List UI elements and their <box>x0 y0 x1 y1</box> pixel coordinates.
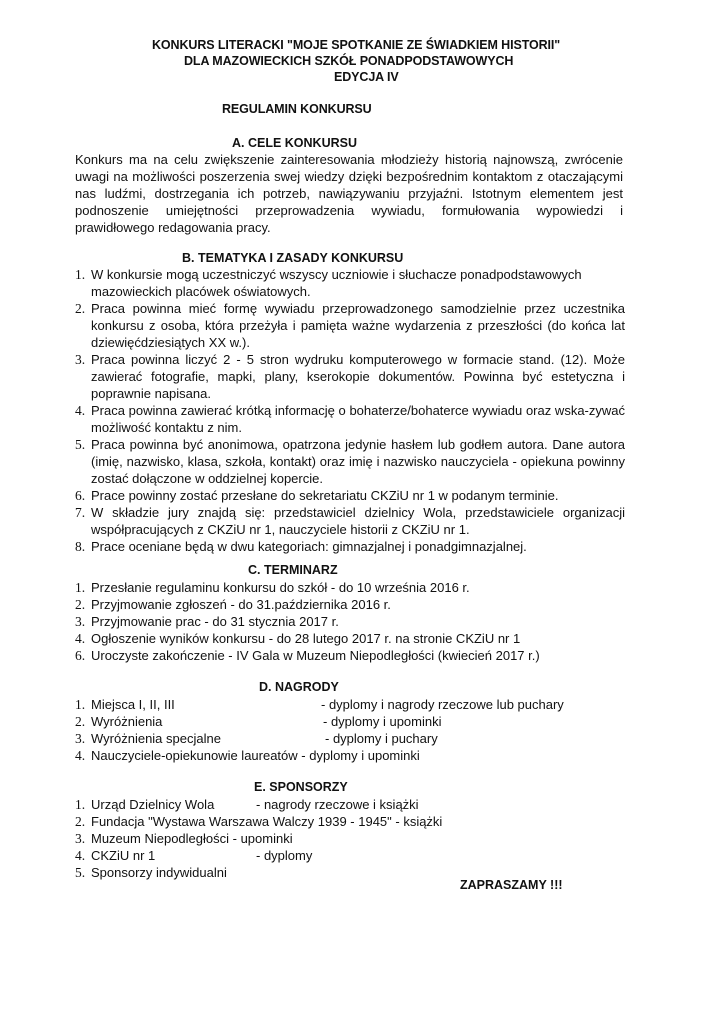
item-text: Przesłanie regulaminu konkursu do szkół - do 10 września 2016 r. <box>91 580 470 595</box>
item-text: Praca powinna być anonimowa, opatrzona jedynie hasłem lub godłem autora. Dane autora (imię, nazwisko, klasa, szkoła, kontakt) oraz imię i nazwisko nauczyciela - opiekuna powinny zostać dołączone w oddzielnej kopercie. <box>91 437 625 486</box>
item-number: 1. <box>75 797 86 812</box>
sponsor-name: Muzeum Niepodległości - upominki <box>91 831 293 846</box>
item-number: 4. <box>75 631 86 646</box>
list-item <box>75 696 625 713</box>
list-item <box>75 747 625 764</box>
item-number: 4. <box>75 848 86 863</box>
section-d-heading: D. NAGRODY <box>259 680 339 694</box>
item-number: 2. <box>75 814 86 829</box>
item-text: W konkursie mogą uczestniczyć wszyscy uczniowie i słuchacze ponadpodstawowych mazowieckich placówek oświatowych. <box>91 267 582 299</box>
prize-award: - dyplomy i upominki <box>323 714 442 729</box>
list-item <box>75 613 625 630</box>
item-text: Przyjmowanie prac - do 31 stycznia 2017 r. <box>91 614 339 629</box>
sponsor-name: Sponsorzy indywidualni <box>91 865 227 880</box>
list-item <box>75 504 625 538</box>
section-e-list <box>75 796 625 881</box>
section-b-heading: B. TEMATYKA I ZASADY KONKURSU <box>182 251 404 265</box>
regulations-heading: REGULAMIN KONKURSU <box>222 102 372 116</box>
sponsor-name: Urząd Dzielnicy Wola <box>91 797 215 812</box>
item-text: Praca powinna mieć formę wywiadu przeprowadzonego samodzielnie przez uczestnika konkursu z osoba, która przeżyła i pamięta ważne wydarzenia z przeszłości (do końca lat dziewięćdziesiątych XX w.). <box>91 301 625 350</box>
list-item <box>75 351 625 402</box>
item-text: Praca powinna liczyć 2 - 5 stron wydruku komputerowego w formacie stand. (12). Może zawierać fotografie, mapki, plany, kserokopie dokumentów. Powinna być estetyczna i poprawnie napisana. <box>91 352 625 401</box>
item-text: Ogłoszenie wyników konkursu - do 28 lutego 2017 r. na stronie CKZiU nr 1 <box>91 631 521 646</box>
list-item <box>75 713 625 730</box>
item-number: 1. <box>75 697 86 712</box>
prize-category: Nauczyciele-opiekunowie laureatów - dyplomy i upominki <box>91 748 420 763</box>
prize-category: Wyróżnienia <box>91 714 163 729</box>
prize-category: Wyróżnienia specjalne <box>91 731 221 746</box>
list-item <box>75 538 625 555</box>
item-number: 4. <box>75 748 86 763</box>
sponsor-name: CKZiU nr 1 <box>91 848 156 863</box>
prize-award: - dyplomy i puchary <box>325 731 438 746</box>
list-item <box>75 596 625 613</box>
section-c-list <box>75 579 625 664</box>
list-item <box>75 266 625 300</box>
item-number: 2. <box>75 597 86 612</box>
item-number: 4. <box>75 403 86 418</box>
list-item <box>75 647 625 664</box>
item-text: Uroczyste zakończenie - IV Gala w Muzeum Niepodległości (kwiecień 2017 r.) <box>91 648 540 663</box>
list-item <box>75 579 625 596</box>
item-number: 8. <box>75 539 86 554</box>
list-item <box>75 402 625 436</box>
item-number: 2. <box>75 714 86 729</box>
contest-subtitle: DLA MAZOWIECKICH SZKÓŁ PONADPODSTAWOWYCH <box>184 54 514 68</box>
contest-title: KONKURS LITERACKI "MOJE SPOTKANIE ZE ŚWIADKIEM HISTORII" <box>152 38 561 52</box>
item-number: 6. <box>75 488 86 503</box>
list-item <box>75 487 625 504</box>
sponsor-contribution: - dyplomy <box>256 848 313 863</box>
item-number: 3. <box>75 614 86 629</box>
section-b-list <box>75 266 625 555</box>
list-item <box>75 300 625 351</box>
list-item <box>75 830 625 847</box>
closing-invitation: ZAPRASZAMY !!! <box>460 878 563 892</box>
item-number: 3. <box>75 831 86 846</box>
item-number: 6. <box>75 648 86 663</box>
list-item <box>75 630 625 647</box>
section-e-heading: E. SPONSORZY <box>254 780 348 794</box>
prize-award: - dyplomy i nagrody rzeczowe lub puchary <box>321 697 564 712</box>
list-item <box>75 847 625 864</box>
section-d-list <box>75 696 625 764</box>
item-number: 5. <box>75 865 86 880</box>
item-number: 7. <box>75 505 86 520</box>
item-text: W składzie jury znajdą się: przedstawiciel dzielnicy Wola, przedstawiciele organizacji współpracujących z CKZiU nr 1, nauczyciele historii z CKZiU nr 1. <box>91 505 625 537</box>
sponsor-name: Fundacja "Wystawa Warszawa Walczy 1939 - 1945" - książki <box>91 814 443 829</box>
item-text: Prace powinny zostać przesłane do sekretariatu CKZiU nr 1 w podanym terminie. <box>91 488 559 503</box>
prize-category: Miejsca I, II, III <box>91 697 175 712</box>
item-number: 1. <box>75 580 86 595</box>
sponsor-contribution: - nagrody rzeczowe i książki <box>256 797 419 812</box>
edition-label: EDYCJA IV <box>334 70 399 84</box>
list-item <box>75 813 625 830</box>
item-number: 5. <box>75 437 86 452</box>
item-text: Przyjmowanie zgłoszeń - do 31.października 2016 r. <box>91 597 391 612</box>
item-number: 3. <box>75 731 86 746</box>
section-a-heading: A. CELE KONKURSU <box>232 136 358 150</box>
item-number: 2. <box>75 301 86 316</box>
list-item <box>75 730 625 747</box>
item-text: Praca powinna zawierać krótką informację o bohaterze/bohaterce wywiadu oraz wska-zywać możliwość kontaktu z nim. <box>91 403 625 435</box>
section-c-heading: C. TERMINARZ <box>248 563 338 577</box>
list-item <box>75 796 625 813</box>
list-item <box>75 436 625 487</box>
item-number: 3. <box>75 352 86 367</box>
section-a-text: Konkurs ma na celu zwiększenie zainteresowania młodzieży historią najnowszą, zwrócenie uwagi na możliwości poszerzenia swej wiedzy dzięki bezpośrednim kontaktom z otaczającymi nas ludźmi, dostrzegania ich potrzeb, nawiązywaniu przyjaźni. Istotnym elementem jest podnoszenie umiejętności przeprowadzenia wywiadu, formułowania wypowiedzi i prawidłowego redagowania pracy. <box>75 152 623 235</box>
item-number: 1. <box>75 267 86 282</box>
item-text: Prace oceniane będą w dwu kategoriach: gimnazjalnej i ponadgimnazjalnej. <box>91 539 527 554</box>
